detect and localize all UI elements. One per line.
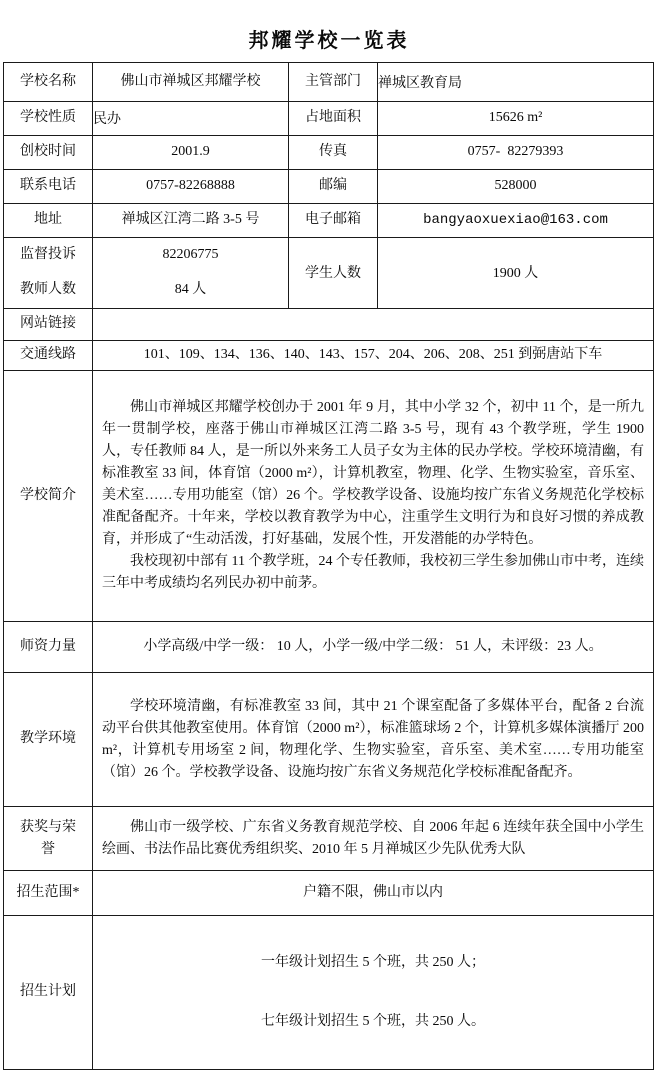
table-row (4, 170, 654, 204)
field-label-environment: 教学环境 (4, 673, 93, 807)
field-label-address: 地址 (4, 204, 93, 238)
field-value-environment (93, 673, 654, 807)
field-value-enrollment-plan (93, 916, 654, 1070)
table-row (4, 238, 654, 309)
field-value-fax: 0757- 82279393 (378, 136, 654, 170)
table-row (4, 371, 654, 622)
table-row (4, 622, 654, 673)
field-value-email: bangyaoxuexiao@163.com (378, 204, 654, 238)
field-value-school-intro (93, 371, 654, 622)
field-value-teacher-count: 84 人 (174, 282, 207, 298)
field-label-supervision-teachers (4, 238, 93, 309)
field-label-school-intro: 学校简介 (4, 371, 93, 622)
awards-paragraph: 佛山市一级学校、广东省义务教育规范学校、自 2006 年起 6 连续年获全国中小学生绘画、书法作品比赛优秀组织奖、2010 年 5 月禅城区少先队优秀大队 (102, 819, 644, 857)
field-label-supervision: 监督投诉 (20, 247, 76, 263)
field-value-student-count: 1900 人 (378, 238, 654, 309)
field-value-postcode: 528000 (378, 170, 654, 204)
plan-line-1: 一年级计划招生 5 个班，共 250 人； (261, 955, 485, 971)
field-value-phone: 0757-82268888 (93, 170, 289, 204)
field-label-student-count: 学生人数 (289, 238, 378, 309)
field-value-founding-date: 2001.9 (93, 136, 289, 170)
field-label-land-area: 占地面积 (289, 102, 378, 136)
field-label-transport: 交通线路 (4, 341, 93, 371)
field-label-teacher-count: 教师人数 (20, 282, 76, 298)
table-row (4, 807, 654, 871)
table-row (4, 204, 654, 238)
school-info-table (3, 62, 654, 1070)
field-label-school-nature: 学校性质 (4, 102, 93, 136)
table-row (4, 136, 654, 170)
plan-line-2: 七年级计划招生 5 个班，共 250 人。 (261, 1013, 485, 1029)
field-value-school-name: 佛山市禅城区邦耀学校 (93, 63, 289, 102)
field-label-founding-date: 创校时间 (4, 136, 93, 170)
field-value-land-area: 15626 m² (378, 102, 654, 136)
field-label-school-name: 学校名称 (4, 63, 93, 102)
field-label-website: 网站链接 (4, 309, 93, 341)
field-value-faculty: 小学高级/中学一级： 10 人，小学一级/中学二级： 51 人，未评级：23 人。 (93, 622, 654, 673)
field-value-supervision-teachers (93, 238, 289, 309)
field-label-postcode: 邮编 (289, 170, 378, 204)
field-value-address: 禅城区江湾二路 3-5 号 (93, 204, 289, 238)
field-label-enrollment-scope: 招生范围* (4, 871, 93, 916)
field-label-enrollment-plan: 招生计划 (4, 916, 93, 1070)
field-value-awards (93, 807, 654, 871)
field-value-supervision: 82206775 (162, 247, 219, 263)
field-value-enrollment-scope: 户籍不限，佛山市以内 (93, 871, 654, 916)
environment-paragraph: 学校环境清幽，有标准教室 33 间，其中 21 个课室配备了多媒体平台，配备 2 台流动平台供其他教室使用。体育馆（2000 m²），标准篮球场 2 个，计算机多媒体演播厅 200 m²，计算机专用场室 2 间，物理化学、生物实验室，音乐室、美术室……专用功能室（馆）26 个。学校教学设备、设施均按广东省义务规范化学校标准配备配齐。 (102, 698, 644, 780)
field-label-email: 电子邮箱 (289, 204, 378, 238)
table-row (4, 673, 654, 807)
table-row (4, 871, 654, 916)
table-row (4, 102, 654, 136)
field-label-awards: 获奖与荣誉 (4, 807, 93, 871)
field-label-authority: 主管部门 (289, 63, 378, 102)
intro-paragraph-2: 我校现初中部有 11 个教学班，24 个专任教师，我校初三学生参加佛山市中考，连续三年中考成绩均名列民办初中前茅。 (102, 554, 644, 591)
field-label-fax: 传真 (289, 136, 378, 170)
field-label-phone: 联系电话 (4, 170, 93, 204)
table-row (4, 63, 654, 102)
field-label-faculty: 师资力量 (4, 622, 93, 673)
field-value-website (93, 309, 654, 341)
field-value-transport: 101、109、134、136、140、143、157、204、206、208、251 到弼唐站下车 (93, 341, 654, 371)
table-row (4, 341, 654, 371)
intro-paragraph-1: 佛山市禅城区邦耀学校创办于 2001 年 9 月，其中小学 32 个，初中 11 个，是一所九年一贯制学校，座落于佛山市禅城区江湾二路 3-5 号，现有 43 个教学班，学生 1900 人，专任教师 84 人，是一所以外来务工人员子女为主体的民办学校。学校环境清幽，有标准教室 33 间，体育馆（2000 m²），计算机教室，物理、化学、生物实验室，音乐室、美术室……专用功能室（馆）26 个。学校教学设备、设施均按广东省义务规范化学校标准配备配齐。十年来，学校以教育教学为中心，注重学生文明行为和良好习惯的养成教育，并形成了“生动活泼，打好基础，发展个性，开发潜能的办学特色。 (102, 400, 644, 547)
field-value-authority: 禅城区教育局 (378, 63, 654, 102)
table-row (4, 916, 654, 1070)
table-row (4, 309, 654, 341)
document-title: 邦耀学校一览表 (248, 30, 410, 52)
field-value-school-nature: 民办 (93, 102, 289, 136)
